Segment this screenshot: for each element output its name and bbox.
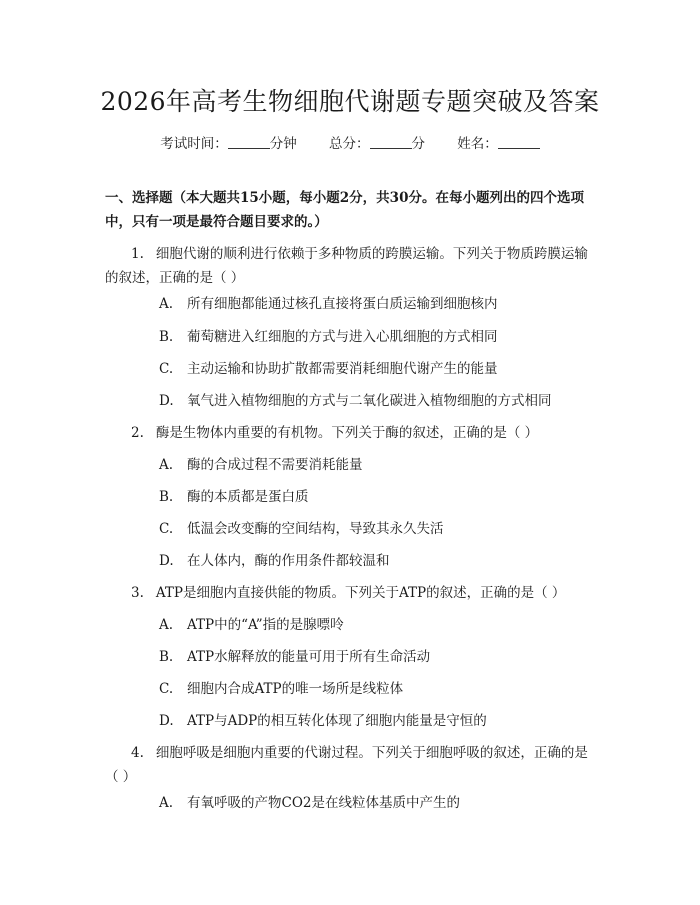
exam-score bbox=[329, 136, 429, 152]
option-letter: C. bbox=[159, 681, 174, 697]
exam-name-label: 姓名： bbox=[457, 136, 498, 152]
option-text: 氧气进入植物细胞的方式与二氧化碳进入植物细胞的方式相同 bbox=[187, 393, 552, 409]
exam-meta bbox=[0, 132, 700, 152]
exam-score-label: 总分： bbox=[329, 136, 370, 152]
question-number: 4. bbox=[131, 745, 144, 761]
question-2 bbox=[105, 421, 600, 445]
option-letter: B. bbox=[159, 329, 174, 345]
question-3-option-c bbox=[159, 679, 403, 699]
question-2-option-a bbox=[159, 455, 363, 475]
option-text: ATP水解释放的能量可用于所有生命活动 bbox=[187, 649, 431, 665]
exam-name-blank bbox=[498, 136, 540, 149]
question-3-option-d bbox=[159, 711, 487, 731]
question-number: 1. bbox=[131, 246, 144, 262]
section-heading: 一、选择题（本大题共15小题，每小题2分，共30分。在每小题列出的四个选项中，只有一项是最符合题目要求的。） bbox=[105, 190, 584, 230]
option-text: 低温会改变酶的空间结构，导致其永久失活 bbox=[187, 521, 444, 537]
question-2-option-b bbox=[159, 487, 309, 507]
option-letter: A. bbox=[159, 296, 174, 312]
option-text: 在人体内，酶的作用条件都较温和 bbox=[187, 553, 390, 569]
exam-name bbox=[457, 136, 540, 152]
exam-score-blank bbox=[370, 136, 412, 149]
option-text: 主动运输和协助扩散都需要消耗细胞代谢产生的能量 bbox=[187, 361, 498, 377]
option-text: 酶的合成过程不需要消耗能量 bbox=[187, 457, 363, 473]
question-text: 细胞代谢的顺利进行依赖于多种物质的跨膜运输。下列关于物质跨膜运输的叙述，正确的是（ ） bbox=[105, 246, 588, 286]
option-letter: A. bbox=[159, 795, 174, 811]
question-1-option-c bbox=[159, 359, 498, 379]
option-text: 所有细胞都能通过核孔直接将蛋白质运输到细胞核内 bbox=[187, 296, 498, 312]
option-letter: B. bbox=[159, 489, 174, 505]
exam-score-unit: 分 bbox=[411, 136, 425, 152]
option-letter: B. bbox=[159, 649, 174, 665]
question-1-option-d bbox=[159, 391, 552, 411]
option-letter: A. bbox=[159, 457, 174, 473]
option-letter: D. bbox=[159, 713, 174, 729]
question-2-option-d bbox=[159, 551, 390, 571]
exam-time-blank bbox=[228, 136, 270, 149]
option-letter: C. bbox=[159, 361, 174, 377]
question-number: 2. bbox=[131, 425, 144, 441]
option-letter: D. bbox=[159, 553, 174, 569]
question-4 bbox=[105, 741, 600, 789]
exam-time-label: 考试时间： bbox=[160, 136, 228, 152]
question-1-option-a bbox=[159, 294, 498, 314]
option-text: 细胞内合成ATP的唯一场所是线粒体 bbox=[187, 681, 404, 697]
option-text: 有氧呼吸的产物CO2是在线粒体基质中产生的 bbox=[187, 795, 460, 811]
question-3-option-a bbox=[159, 615, 344, 635]
question-1-option-b bbox=[159, 327, 498, 347]
question-number: 3. bbox=[131, 585, 144, 601]
question-text: 酶是生物体内重要的有机物。下列关于酶的叙述，正确的是（ ） bbox=[155, 425, 539, 441]
question-text: 细胞呼吸是细胞内重要的代谢过程。下列关于细胞呼吸的叙述，正确的是（ ） bbox=[105, 745, 588, 785]
option-letter: A. bbox=[159, 617, 174, 633]
option-text: ATP中的“A”指的是腺嘌呤 bbox=[187, 617, 344, 633]
option-text: 葡萄糖进入红细胞的方式与进入心肌细胞的方式相同 bbox=[187, 329, 498, 345]
option-text: ATP与ADP的相互转化体现了细胞内能量是守恒的 bbox=[187, 713, 487, 729]
exam-time bbox=[160, 136, 301, 152]
document-title: 2026年高考生物细胞代谢题专题突破及答案 bbox=[100, 87, 600, 116]
exam-time-unit: 分钟 bbox=[269, 136, 297, 152]
question-4-option-a bbox=[159, 793, 460, 813]
question-1 bbox=[105, 242, 600, 290]
question-3 bbox=[105, 581, 600, 605]
question-3-option-b bbox=[159, 647, 430, 667]
option-letter: C. bbox=[159, 521, 174, 537]
option-text: 酶的本质都是蛋白质 bbox=[187, 489, 309, 505]
option-letter: D. bbox=[159, 393, 174, 409]
question-2-option-c bbox=[159, 519, 444, 539]
question-text: ATP是细胞内直接供能的物质。下列关于ATP的叙述，正确的是（ ） bbox=[155, 585, 566, 601]
